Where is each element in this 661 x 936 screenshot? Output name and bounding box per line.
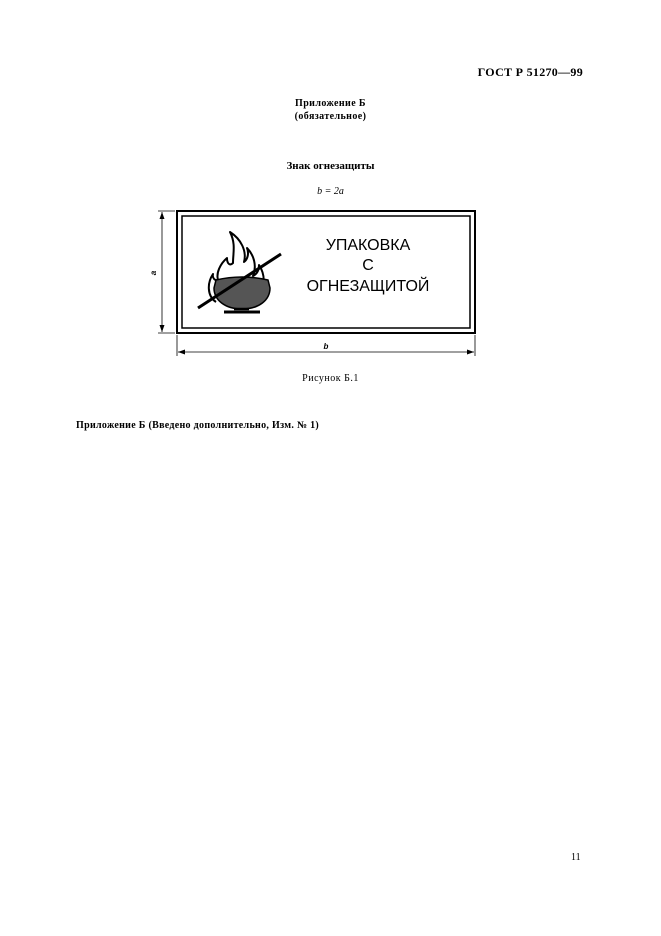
fire-protection-sign-figure: [150, 204, 485, 364]
page-number: 11: [571, 852, 581, 863]
sign-text-line-1: УПАКОВКА: [325, 237, 411, 254]
height-dim-label: a: [149, 270, 158, 276]
figure-caption: Рисунок Б.1: [302, 373, 359, 384]
width-dimension: [177, 335, 475, 356]
appendix-title: Приложение Б: [295, 98, 366, 109]
crossed-flame-icon: [198, 232, 281, 312]
sign-text-line-3: ОГНЕЗАЩИТОЙ: [306, 278, 430, 295]
appendix-heading: [0, 97, 661, 123]
width-dim-label: b: [323, 342, 329, 351]
document-code: ГОСТ Р 51270—99: [477, 65, 583, 79]
appendix-subtitle: (обязательное): [294, 111, 367, 122]
sign-text-line-2: С: [362, 257, 374, 274]
height-dimension: [149, 211, 175, 333]
figure-heading: Знак огнезащиты: [286, 160, 375, 172]
proportion-formula: b = 2a: [317, 186, 344, 197]
appendix-note: Приложение Б (Введено дополнительно, Изм. № 1): [76, 420, 320, 431]
